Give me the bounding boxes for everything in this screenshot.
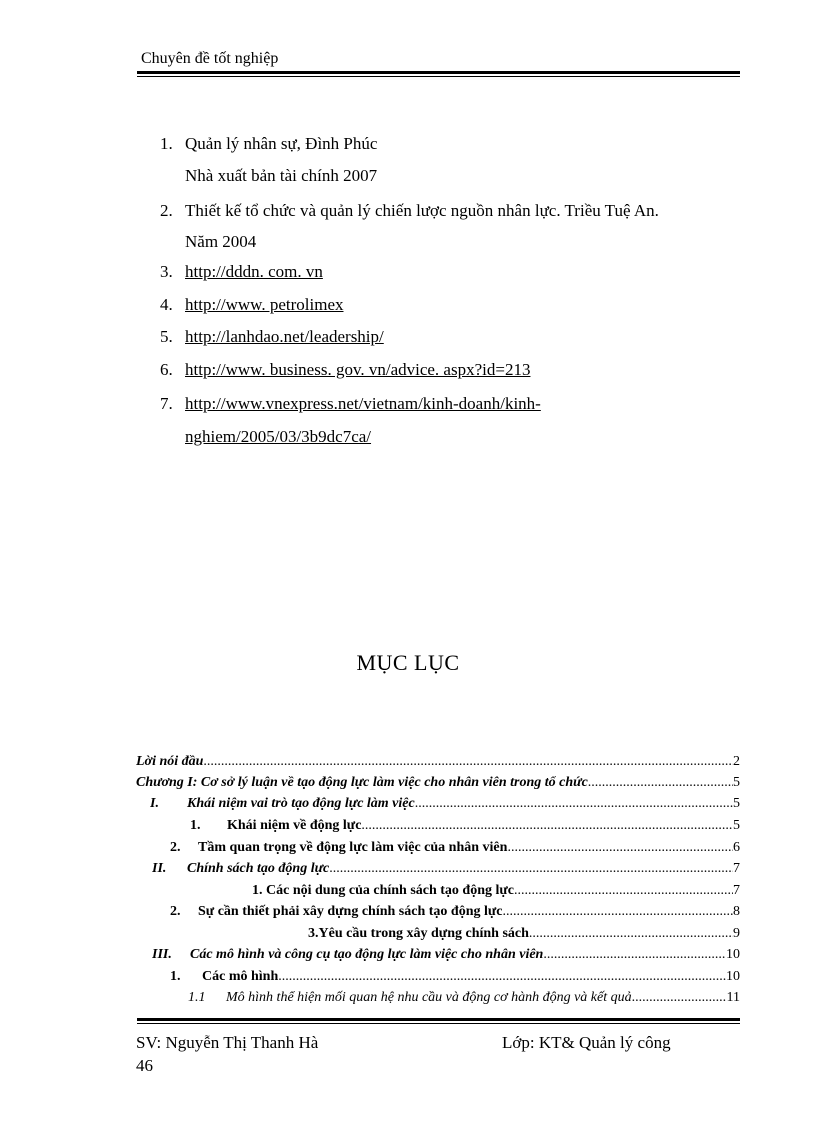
reference-item: 7. http://www.vnexpress.net/vietnam/kinh-doanh/kinh- xyxy=(160,394,541,413)
toc-entry[interactable]: I. Khái niệm vai trò tạo động lực làm việc ..... 5 xyxy=(150,794,740,814)
footer-rule-thin xyxy=(137,1023,740,1024)
reference-link[interactable]: http://www.vnexpress.net/vietnam/kinh-doanh/kinh- xyxy=(185,394,541,413)
footer-rule xyxy=(137,1018,740,1021)
header-rule xyxy=(137,71,740,74)
toc-entry[interactable]: III. Các mô hình và công cụ tạo động lực làm việc cho nhân viên ..... 10 xyxy=(152,945,740,965)
footer-student: SV: Nguyễn Thị Thanh Hà xyxy=(136,1033,319,1052)
reference-item: 2. Thiết kế tổ chức và quản lý chiến lược nguồn nhân lực. Triều Tuệ An. xyxy=(160,201,659,220)
reference-item: 3. http://dddn. com. vn xyxy=(160,262,323,281)
reference-link[interactable]: http://lanhdao.net/leadership/ xyxy=(185,327,384,346)
footer-class: Lớp: KT& Quản lý công xyxy=(502,1033,671,1052)
toc-entry[interactable]: 1. Các nội dung của chính sách tạo động lực ..... 7 xyxy=(252,881,740,901)
toc-entry[interactable]: 2. Tầm quan trọng về động lực làm việc của nhân viên ..... 6 xyxy=(170,838,740,858)
reference-item: 1. Quản lý nhân sự, Đình Phúc xyxy=(160,134,378,153)
reference-link[interactable]: http://www. business. gov. vn/advice. aspx?id=213 xyxy=(185,360,531,379)
toc-entry[interactable]: II. Chính sách tạo động lực ..... 7 xyxy=(152,859,740,879)
reference-link-continued[interactable]: nghiem/2005/03/3b9dc7ca/ xyxy=(185,427,372,446)
reference-item: 4. http://www. petrolimex xyxy=(160,295,344,314)
reference-item: 6. http://www. business. gov. vn/advice. aspx?id=213 xyxy=(160,360,531,379)
reference-link[interactable]: http://dddn. com. vn xyxy=(185,262,323,281)
toc-entry[interactable]: 2. Sự cần thiết phải xây dựng chính sách tạo động lực ..... 8 xyxy=(170,902,740,922)
toc-entry[interactable]: Chương I: Cơ sở lý luận về tạo động lực làm việc cho nhân viên trong tổ chức ..... 5 xyxy=(136,773,740,793)
page-number: 46 xyxy=(136,1056,153,1075)
toc-title: MỤC LỤC xyxy=(356,650,460,675)
toc-entry[interactable]: Lời nói đầu ..... 2 xyxy=(136,752,740,772)
reference-link[interactable]: http://www. petrolimex xyxy=(185,295,344,314)
toc-entry[interactable]: 3.Yêu cầu trong xây dựng chính sách ..... 9 xyxy=(308,924,740,944)
reference-item-continued: Năm 2004 xyxy=(185,232,257,251)
reference-item: 5. http://lanhdao.net/leadership/ xyxy=(160,327,384,346)
header-title: Chuyên đề tốt nghiệp xyxy=(141,50,279,67)
reference-item-continued: Nhà xuất bản tài chính 2007 xyxy=(185,166,378,185)
toc-entry[interactable]: 1.1 Mô hình thể hiện mối quan hệ nhu cầu và động cơ hành động và kết quả ..... 11 xyxy=(188,988,740,1008)
toc-entry[interactable]: 1. Các mô hình ..... 10 xyxy=(170,967,740,987)
toc-entry[interactable]: 1. Khái niệm về động lực ..... 5 xyxy=(190,816,740,836)
header-rule-thin xyxy=(137,76,740,77)
